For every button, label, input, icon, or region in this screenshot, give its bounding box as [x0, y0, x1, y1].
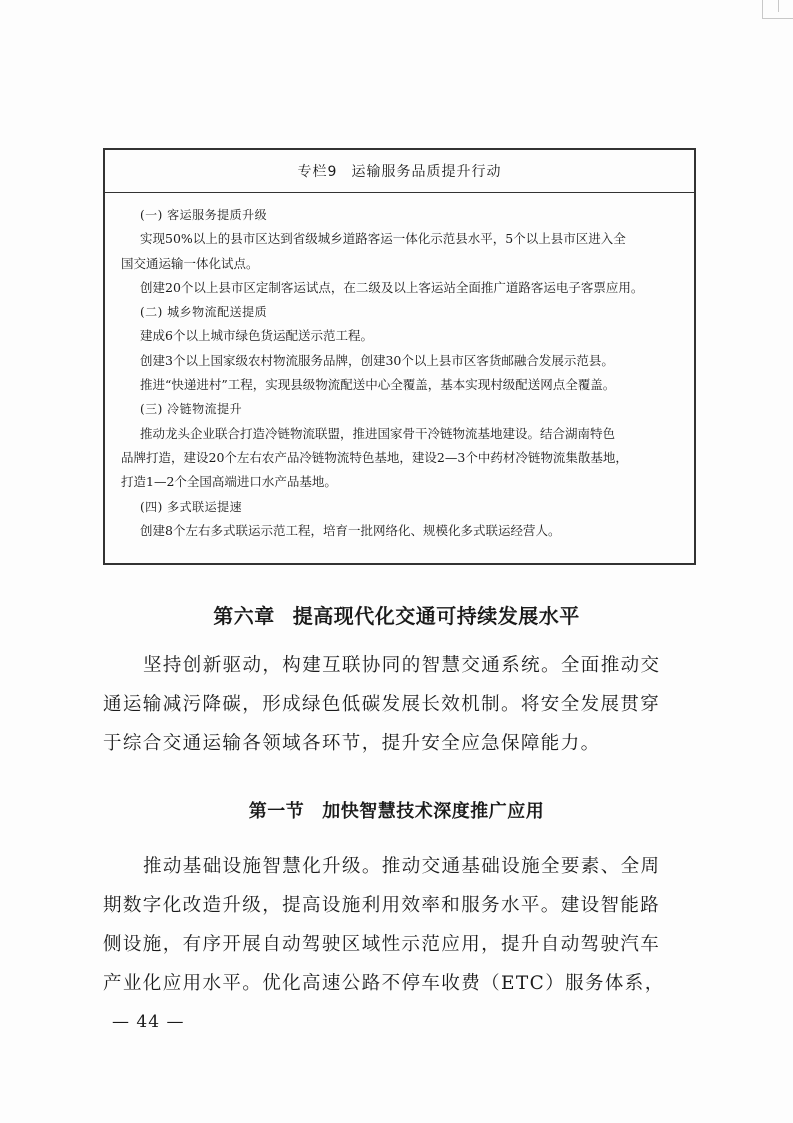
feature-box-line: 创建20个以上县市区定制客运试点，在二级及以上客运站全面推广道路客运电子客票应用。	[140, 279, 644, 295]
chapter-heading	[0, 600, 793, 629]
paragraph-line: 坚持创新驱动，构建互联协同的智慧交通系统。全面推动交	[143, 655, 661, 676]
paragraph-line: 产业化应用水平。优化高速公路不停车收费（ETC）服务体系，	[103, 973, 665, 994]
feature-box-line: 推进“快递进村”工程，实现县级物流配送中心全覆盖，基本实现村级配送网点全覆盖。	[140, 377, 616, 393]
feature-box-header	[105, 150, 694, 193]
chapter-number: 第六章	[213, 604, 275, 628]
feature-box-line: 推动龙头企业联合打造冷链物流联盟，推进国家骨干冷链物流基地建设。结合湖南特色	[140, 425, 616, 441]
feature-box-line: 建成6个以上城市绿色货运配送示范工程。	[140, 328, 373, 344]
section-heading	[0, 797, 793, 823]
section-number: 第一节	[248, 801, 305, 822]
feature-box-line: 打造1—2个全国高端进口水产品基地。	[121, 474, 337, 490]
feature-box-line: 创建8个左右多式联运示范工程，培育一批网络化、规模化多式联运经营人。	[140, 522, 561, 538]
feature-box-subheading: (四) 多式联运提速	[140, 499, 243, 514]
feature-box-subheading: (三) 冷链物流提升	[140, 402, 243, 417]
paragraph-line: 侧设施，有序开展自动驾驶区域性示范应用，提升自动驾驶汽车	[103, 934, 661, 955]
feature-box-line: 创建3个以上国家级农村物流服务品牌，创建30个以上县市区客货邮融合发展示范县。	[140, 352, 614, 368]
feature-box-body	[105, 193, 694, 543]
corner-mark-line	[778, 0, 779, 12]
paragraph-line: 推动基础设施智慧化升级。推动交通基础设施全要素、全周	[143, 856, 661, 877]
page-number: — 44 —	[112, 1012, 185, 1032]
paragraph-line: 于综合交通运输各领域各环节，提升安全应急保障能力。	[103, 733, 601, 754]
paragraph-intro	[103, 646, 703, 763]
chapter-title: 提高现代化交通可持续发展水平	[292, 604, 580, 628]
paragraph-line: 期数字化改造升级，提高设施利用效率和服务水平。建设智能路	[103, 895, 661, 916]
feature-box-title: 运输服务品质提升行动	[351, 164, 502, 180]
feature-box	[103, 148, 696, 565]
feature-box-line: 品牌打造，建设20个左右农产品冷链物流特色基地，建设2—3个中药材冷链物流集散基地，	[121, 449, 628, 465]
feature-box-line: 国交通运输一体化试点。	[121, 255, 259, 271]
paragraph-line: 通运输减污降碳，形成绿色低碳发展长效机制。将安全发展贯穿	[103, 694, 661, 715]
paragraph-body	[103, 847, 703, 1003]
feature-box-number: 专栏9	[297, 164, 338, 180]
feature-box-subheading: (二) 城乡物流配送提质	[140, 305, 268, 320]
feature-box-line: 实现50%以上的县市区达到省级城乡道路客运一体化示范县水平，5个以上县市区进入全	[140, 231, 626, 247]
section-title: 加快智慧技术深度推广应用	[322, 801, 545, 822]
feature-box-subheading: (一) 客运服务提质升级	[140, 208, 268, 222]
